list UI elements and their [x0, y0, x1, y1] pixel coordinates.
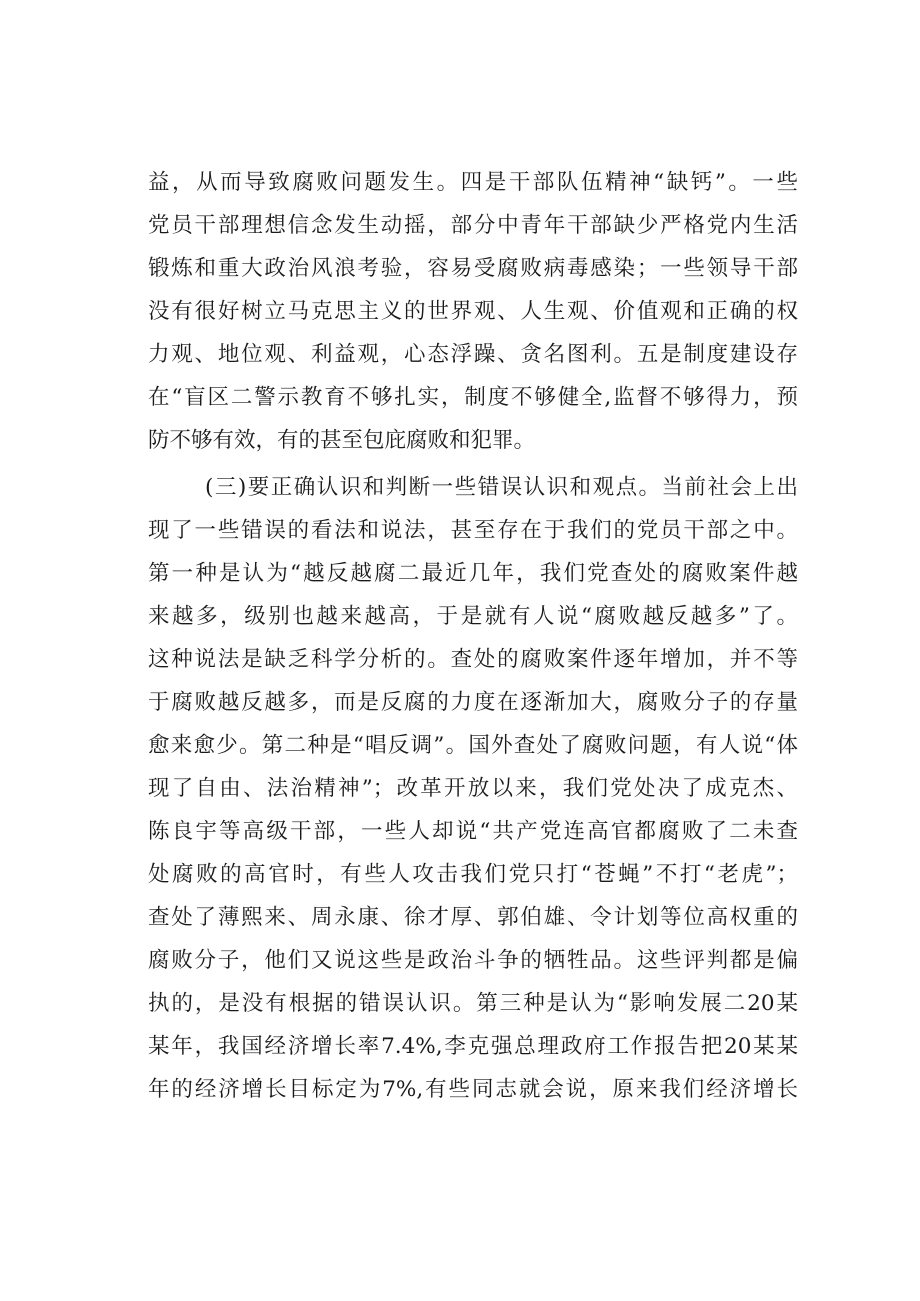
- paragraph-heading-line: (三)要正确认识和判断一些错误认识和观点。当前社会上出: [205, 475, 798, 500]
- text-line: 腐败分子，他们又说这些是政治斗争的牺牲品。这些评判都是偏: [148, 948, 798, 973]
- text-line: 来越多，级别也越来越高，于是就有人说“腐败越反越多”了。: [148, 604, 798, 629]
- text-line: 防不够有效，有的甚至包庇腐败和犯罪。: [148, 428, 536, 453]
- text-line: 党员干部理想信念发生动摇，部分中青年干部缺少严格党内生活: [148, 213, 798, 238]
- text-line: 处腐败的高官时，有些人攻击我们党只打“苍蝇”不打“老虎”；: [148, 862, 798, 887]
- text-line: 于腐败越反越多，而是反腐的力度在逐渐加大，腐败分子的存量: [148, 690, 798, 715]
- text-line: 在“盲区二警示教育不够扎实，制度不够健全,监督不够得力，预: [148, 385, 798, 410]
- text-line: 没有很好树立马克思主义的世界观、人生观、价值观和正确的权: [148, 299, 798, 324]
- text-line: 执的，是没有根据的错误认识。第三种是认为“影响发展二20某: [148, 991, 798, 1016]
- text-line: 益，从而导致腐败问题发生。四是干部队伍精神“缺钙”。一些: [148, 170, 798, 195]
- text-line: 这种说法是缺乏科学分析的。查处的腐败案件逐年增加，并不等: [148, 647, 798, 672]
- text-line: 某年，我国经济增长率7.4%,李克强总理政府工作报告把20某某: [148, 1034, 798, 1059]
- text-line: 年的经济增长目标定为7%,有些同志就会说，原来我们经济增长: [148, 1077, 798, 1102]
- text-line: 陈良宇等高级干部，一些人却说“共产党连高官都腐败了二未查: [148, 819, 798, 844]
- text-line: 力观、地位观、利益观，心态浮躁、贪名图利。五是制度建设存: [148, 342, 798, 367]
- text-line: 锻炼和重大政治风浪考验，容易受腐败病毒感染；一些领导干部: [148, 256, 798, 281]
- text-line: 第一种是认为“越反越腐二最近几年，我们党查处的腐败案件越: [148, 561, 798, 586]
- text-line: 查处了薄熙来、周永康、徐才厚、郭伯雄、令计划等位高权重的: [148, 905, 798, 930]
- text-line: 愈来愈少。第二种是“唱反调”。国外查处了腐败问题，有人说“体: [148, 733, 798, 758]
- text-line: 现了自由、法治精神”；改革开放以来，我们党处决了成克杰、: [148, 776, 798, 801]
- text-line: 现了一些错误的看法和说法，甚至存在于我们的党员干部之中。: [148, 518, 798, 543]
